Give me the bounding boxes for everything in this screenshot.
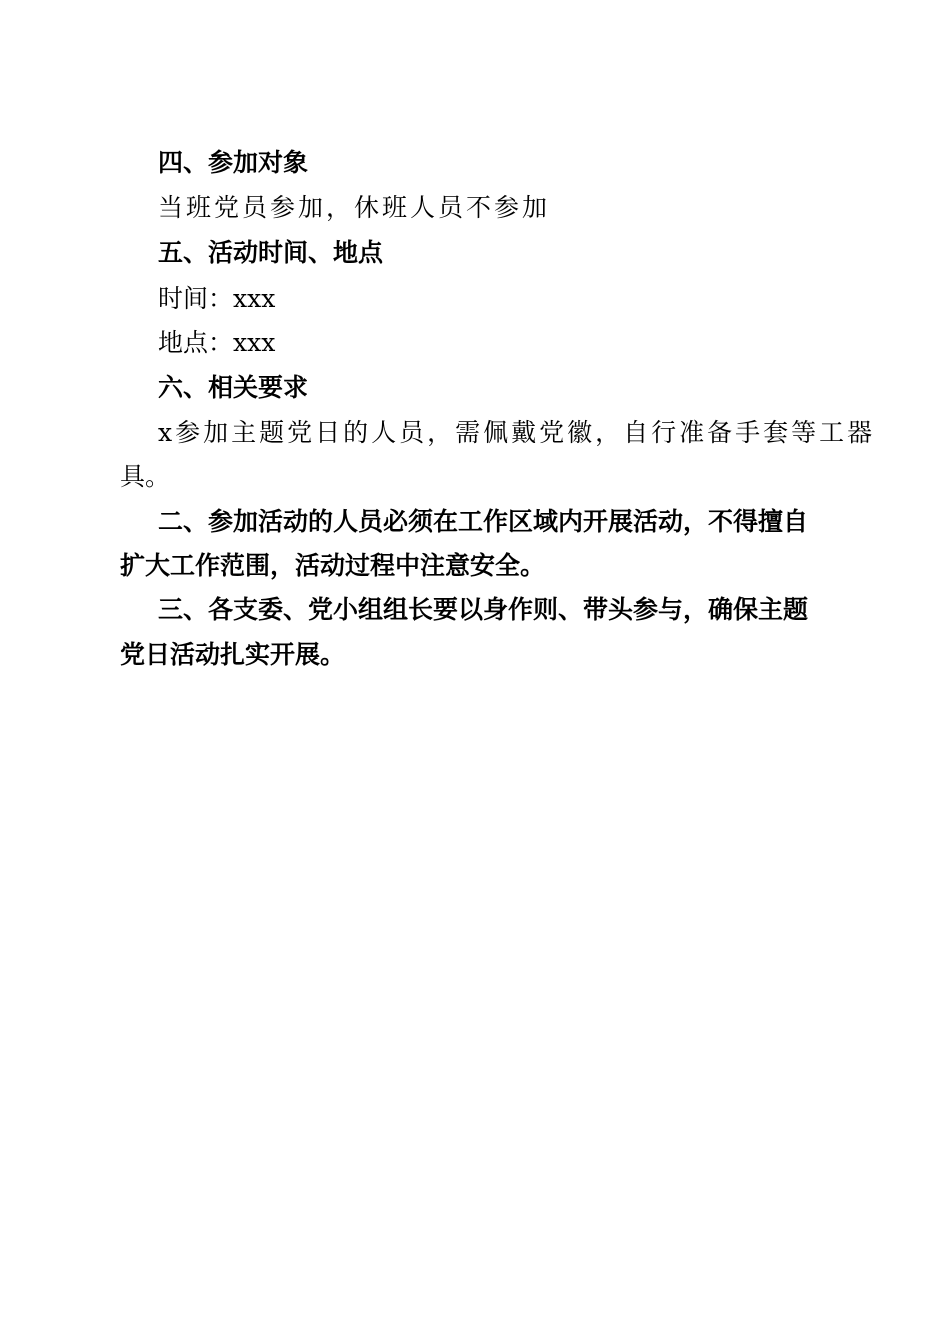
section-heading-participants: 四、参加对象 (158, 148, 309, 177)
requirement-1-line-1: x参加主题党日的人员，需佩戴党徽，自行准备手套等工器 (158, 418, 876, 447)
participants-text: 当班党员参加，休班人员不参加 (158, 193, 551, 222)
section-heading-requirements: 六、相关要求 (158, 373, 309, 402)
requirement-2-line-1: 二、参加活动的人员必须在工作区域内开展活动，不得擅自 (158, 507, 809, 536)
requirement-1-line-2: 具。 (120, 462, 171, 491)
section-heading-time-place: 五、活动时间、地点 (158, 238, 384, 267)
requirement-3-line-1: 三、各支委、党小组组长要以身作则、带头参与，确保主题 (158, 595, 809, 624)
place-text: 地点：xxx (158, 328, 276, 357)
requirement-3-line-2: 党日活动扎实开展。 (120, 640, 346, 669)
requirement-2-line-2: 扩大工作范围，活动过程中注意安全。 (120, 551, 546, 580)
time-text: 时间：xxx (158, 284, 276, 313)
